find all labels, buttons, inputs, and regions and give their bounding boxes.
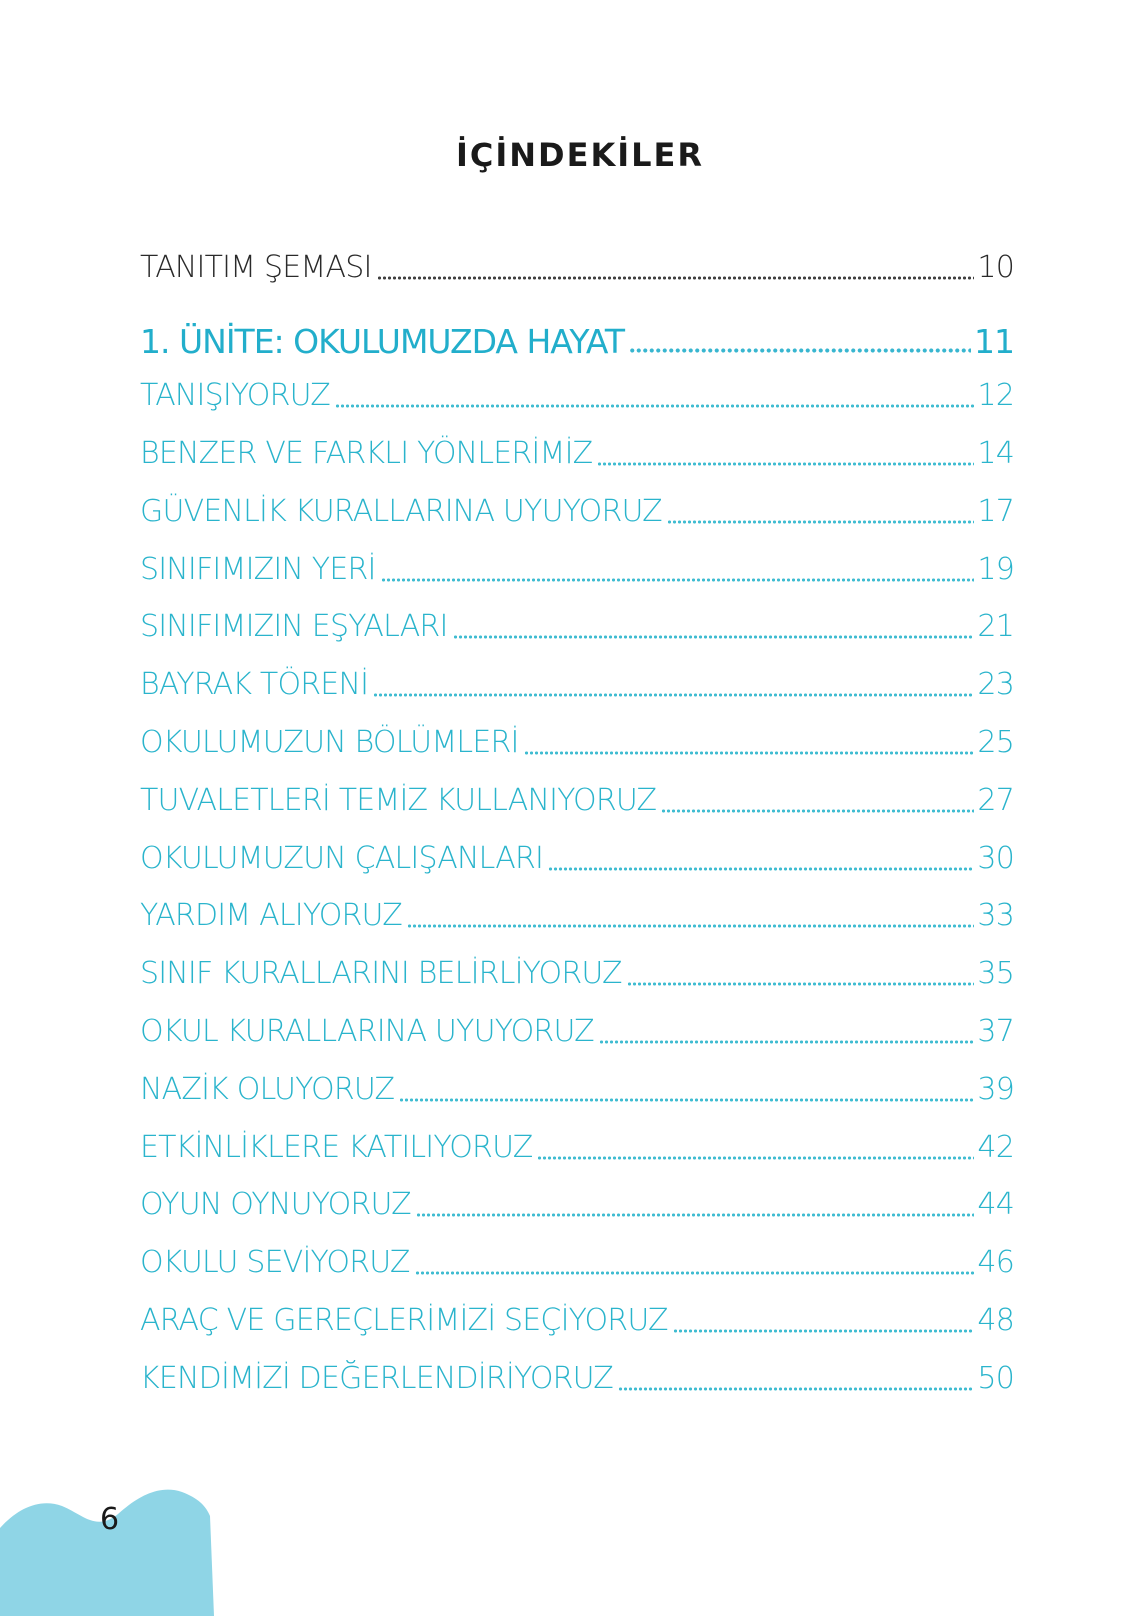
toc-entry[interactable] xyxy=(140,1175,1014,1225)
toc-entry-page: 19 xyxy=(977,552,1014,587)
dot-leader xyxy=(399,1098,974,1102)
toc-entry[interactable] xyxy=(140,1233,1014,1283)
toc-entry[interactable] xyxy=(140,771,1014,821)
toc-entry[interactable] xyxy=(140,424,1014,474)
dot-leader xyxy=(381,578,975,582)
dot-leader xyxy=(629,348,971,353)
toc-entry-label: KENDİMİZİ DEĞERLENDİRİYORUZ xyxy=(140,1361,614,1396)
toc-entry-page: 39 xyxy=(977,1072,1014,1107)
toc-entry-label: TANITIM ŞEMASI xyxy=(140,250,372,285)
toc-entry-page: 23 xyxy=(977,667,1014,702)
toc-entry-page: 25 xyxy=(977,725,1014,760)
toc-entry-label: OKULUMUZUN BÖLÜMLERİ xyxy=(140,725,519,760)
toc-entry[interactable] xyxy=(140,713,1014,763)
toc-entry-page: 37 xyxy=(977,1014,1014,1049)
page-number: 6 xyxy=(100,1502,120,1537)
toc-entry-label: ETKİNLİKLERE KATILIYORUZ xyxy=(140,1130,533,1165)
toc-entry[interactable] xyxy=(140,886,1014,936)
toc-entry-label: YARDIM ALIYORUZ xyxy=(140,898,402,933)
toc-entry-page: 14 xyxy=(977,436,1014,471)
toc-entry[interactable] xyxy=(140,482,1014,532)
dot-leader xyxy=(416,1213,975,1217)
dot-leader xyxy=(407,924,974,928)
toc-entry[interactable] xyxy=(140,829,1014,879)
toc-entry-page: 30 xyxy=(977,841,1014,876)
dot-leader xyxy=(335,404,974,408)
toc-entry[interactable] xyxy=(140,1291,1014,1341)
dot-leader xyxy=(618,1387,974,1391)
dot-leader xyxy=(627,982,975,986)
toc-entry-label: OKULUMUZUN ÇALIŞANLARI xyxy=(140,841,544,876)
toc-entry[interactable] xyxy=(140,944,1014,994)
dot-leader xyxy=(599,1040,975,1044)
toc-entry-label: ARAÇ VE GEREÇLERİMİZİ SEÇİYORUZ xyxy=(140,1303,668,1338)
toc-entry[interactable] xyxy=(140,1118,1014,1168)
dot-leader xyxy=(661,809,974,813)
toc-entry-page: 35 xyxy=(977,956,1014,991)
dot-leader xyxy=(673,1329,975,1333)
toc-entry-label: SINIFIMIZIN EŞYALARI xyxy=(140,609,448,644)
toc-entry-label: OYUN OYNUYORUZ xyxy=(140,1187,411,1222)
toc-entry[interactable] xyxy=(140,1060,1014,1110)
dot-leader xyxy=(597,462,974,466)
toc-entry-page: 21 xyxy=(977,609,1014,644)
toc-entry-label: TUVALETLERİ TEMİZ KULLANIYORUZ xyxy=(140,783,657,818)
toc-entry[interactable] xyxy=(140,655,1014,705)
toc-entry-page: 46 xyxy=(977,1245,1014,1280)
page-title: İÇİNDEKİLER xyxy=(455,136,705,174)
toc-entry-page: 33 xyxy=(977,898,1014,933)
dot-leader xyxy=(377,276,975,280)
toc-entry-page: 27 xyxy=(977,783,1014,818)
toc-entry[interactable] xyxy=(140,366,1014,416)
toc-entry-label: TANIŞIYORUZ xyxy=(140,378,331,413)
toc-entry[interactable] xyxy=(140,597,1014,647)
toc-entry-page: 10 xyxy=(977,250,1014,285)
toc-entry-intro[interactable] xyxy=(140,238,1014,288)
toc-entry-label: BENZER VE FARKLI YÖNLERİMİZ xyxy=(140,436,593,471)
toc-entry-label: SINIF KURALLARINI BELİRLİYORUZ xyxy=(140,956,622,991)
toc-entry-label: SINIFIMIZIN YERİ xyxy=(140,552,376,587)
toc-entry[interactable] xyxy=(140,540,1014,590)
toc-entry-label: NAZİK OLUYORUZ xyxy=(140,1072,395,1107)
toc-entry-page: 44 xyxy=(977,1187,1014,1222)
toc-entry-label: OKULU SEVİYORUZ xyxy=(140,1245,410,1280)
dot-leader xyxy=(524,751,975,755)
dot-leader xyxy=(537,1156,974,1160)
dot-leader xyxy=(667,520,975,524)
dot-leader xyxy=(415,1271,975,1275)
toc-entry-page: 42 xyxy=(977,1130,1014,1165)
toc-entry-page: 12 xyxy=(977,378,1014,413)
toc-entry[interactable] xyxy=(140,1349,1014,1399)
toc-entry-label: OKUL KURALLARINA UYUYORUZ xyxy=(140,1014,594,1049)
toc-entry-label: BAYRAK TÖRENİ xyxy=(140,667,369,702)
dot-leader xyxy=(453,635,975,639)
toc-entry-page: 48 xyxy=(977,1303,1014,1338)
toc-entry-page: 50 xyxy=(977,1361,1014,1396)
toc-entry-page: 11 xyxy=(974,322,1014,361)
dot-leader xyxy=(373,693,974,697)
dot-leader xyxy=(548,867,974,871)
toc-entry-label: GÜVENLİK KURALLARINA UYUYORUZ xyxy=(140,494,662,529)
toc-entry-label: 1. ÜNİTE: OKULUMUZDA HAYAT xyxy=(140,322,625,361)
toc-entry-unit[interactable] xyxy=(140,312,1014,362)
toc-entry-page: 17 xyxy=(977,494,1014,529)
toc-entry[interactable] xyxy=(140,1002,1014,1052)
